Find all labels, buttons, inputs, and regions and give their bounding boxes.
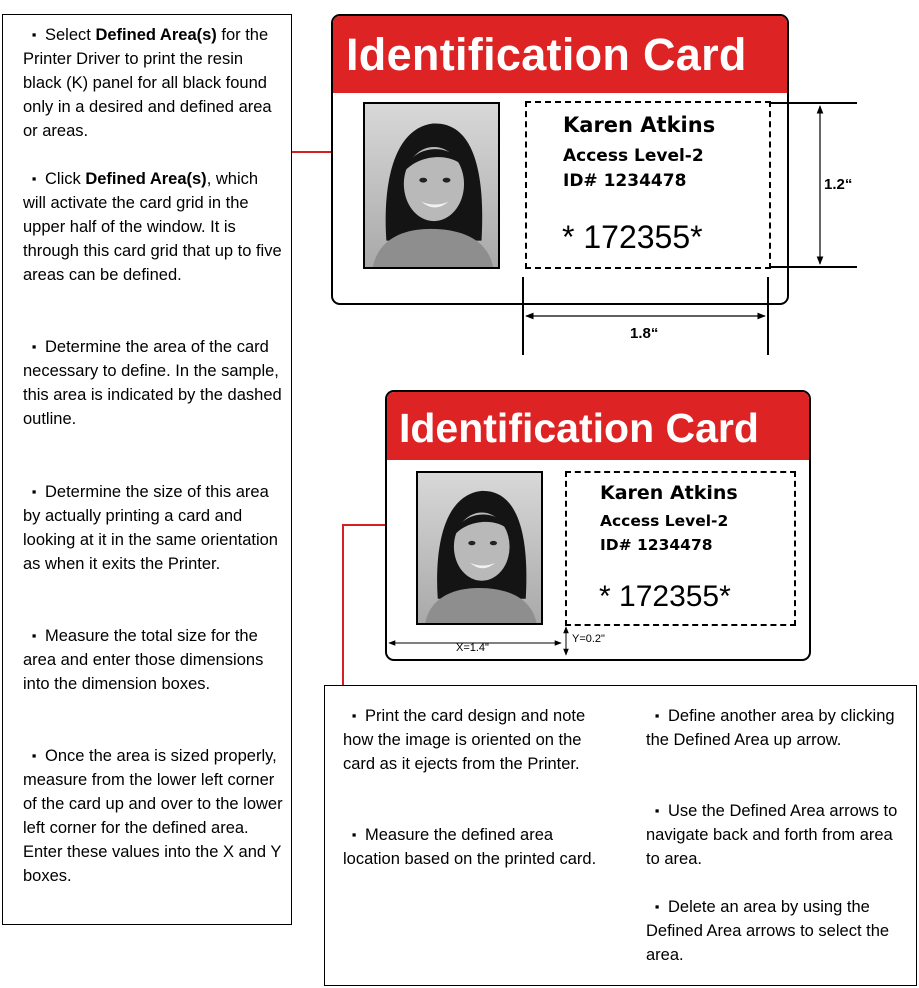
instruction-define-another-area: ▪ Define another area by clicking the Defined Area up arrow.: [646, 704, 898, 752]
bullet-icon: ▪: [31, 628, 37, 643]
bullet-icon: ▪: [654, 899, 660, 914]
width-dimension-label: 1.8“: [630, 325, 659, 342]
connector-line-card2: [343, 525, 385, 685]
cardholder-name: Karen Atkins: [563, 113, 716, 137]
card-id-number: ID# 1234478: [600, 536, 713, 554]
instruction-determine-size: ▪ Determine the size of this area by actually printing a card and looking at it in the same orientation as when it exits the Printer.: [23, 480, 285, 576]
bullet-icon: ▪: [351, 708, 357, 723]
bullet-icon: ▪: [351, 827, 357, 842]
instruction-measure-location: ▪ Measure the defined area location based on the printed card.: [343, 823, 605, 871]
bullet-icon: ▪: [31, 339, 37, 354]
bullet-icon: ▪: [31, 484, 37, 499]
instruction-measure-size: ▪ Measure the total size for the area and enter those dimensions into the dimension boxes.: [23, 624, 285, 696]
bullet-icon: ▪: [31, 27, 37, 42]
instruction-print-card: ▪ Print the card design and note how the image is oriented on the card as it ejects from the Printer.: [343, 704, 605, 776]
access-level: Access Level-2: [600, 512, 729, 530]
instruction-select-defined-area: ▪ Select Defined Area(s) for the Printer Driver to print the resin black (K) panel for all black found only in a desired and defined area or areas.: [23, 23, 285, 143]
barcode-number: * 172355*: [599, 580, 731, 613]
access-level: Access Level-2: [563, 146, 704, 166]
bullet-icon: ▪: [654, 803, 660, 818]
bottom-instructions-box: [324, 685, 917, 986]
instruction-delete-area: ▪ Delete an area by using the Defined Area arrows to select the area.: [646, 895, 898, 967]
instruction-click-defined-area: ▪ Click Defined Area(s), which will activate the card grid in the upper half of the window. It is through this card grid that up to five areas can be defined.: [23, 167, 285, 287]
height-dimension-label: 1.2“: [824, 176, 853, 193]
instruction-navigate-areas: ▪ Use the Defined Area arrows to navigate back and forth from area to area.: [646, 799, 898, 871]
card-header: Identification Card: [333, 16, 787, 93]
barcode-number: * 172355*: [562, 219, 703, 255]
x-offset-label: X=1.4": [456, 642, 489, 654]
instruction-determine-area: ▪ Determine the area of the card necessary to define. In the sample, this area is indicated by the dashed outline.: [23, 335, 285, 431]
cardholder-name: Karen Atkins: [600, 482, 738, 504]
bullet-icon: ▪: [654, 708, 660, 723]
bullet-icon: ▪: [31, 748, 37, 763]
y-offset-label: Y=0.2": [572, 633, 605, 645]
card-id-number: ID# 1234478: [563, 171, 687, 191]
instruction-measure-position: ▪ Once the area is sized properly, measure from the lower left corner of the card up and over to the lower left corner for the defined area. Enter these values into the X and Y boxes.: [23, 744, 285, 888]
card-header: Identification Card: [387, 392, 809, 460]
bullet-icon: ▪: [31, 171, 37, 186]
